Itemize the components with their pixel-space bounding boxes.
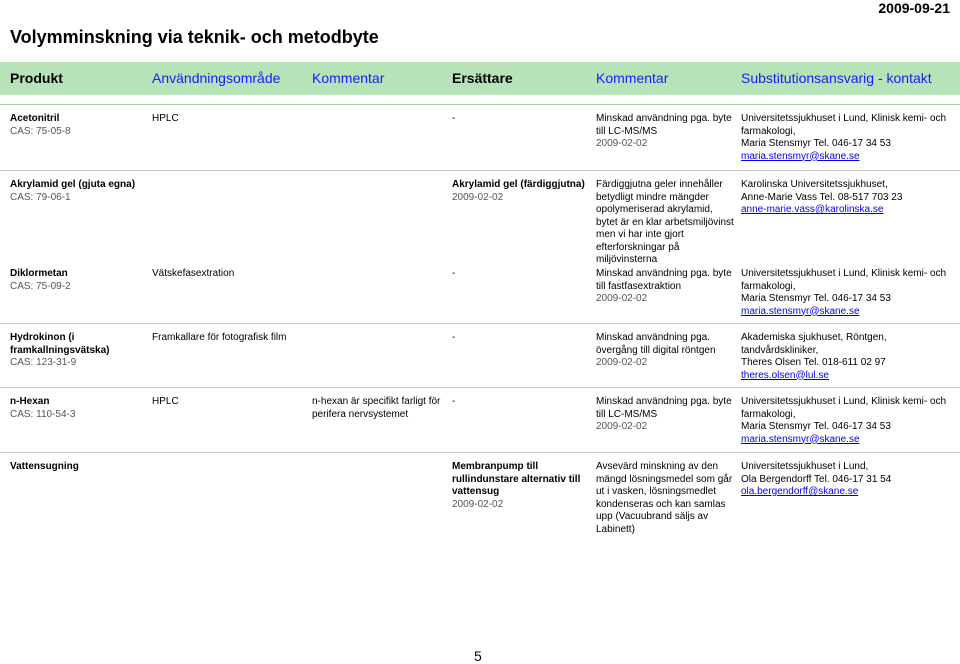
contact-email-link[interactable]: maria.stensmyr@skane.se: [741, 305, 860, 317]
product-cell: [10, 179, 150, 204]
product-name: Vattensugning: [10, 461, 79, 472]
comment-date: 2009-02-02: [596, 357, 648, 368]
contact-line: Theres Olsen Tel. 018-611 02 97: [741, 357, 886, 368]
row-divider: [0, 323, 960, 324]
contact-email-link[interactable]: ola.bergendorff@skane.se: [741, 486, 859, 497]
comment-date: 2009-02-02: [596, 138, 648, 149]
contact-line: Maria Stensmyr Tel. 046-17 34 53: [741, 421, 891, 432]
comment-line: ut i vasken, lösningsmedlet: [596, 486, 717, 497]
replacement-name: Akrylamid gel (färdiggjutna): [452, 179, 585, 190]
comment-line: Färdiggjutna geler innehåller: [596, 179, 723, 190]
row-divider: [0, 170, 960, 171]
usage-cell: HPLC: [152, 113, 179, 124]
row-divider: [0, 387, 960, 388]
product-cell: [10, 396, 145, 421]
product-cell: [10, 113, 145, 138]
contact-email-link[interactable]: theres.olsen@lul.se: [741, 369, 829, 381]
contact-line: Universitetssjukhuset i Lund, Klinisk kemi- och: [741, 113, 947, 124]
comment-cell: [596, 396, 736, 434]
contact-line: Universitetssjukhuset i Lund,: [741, 461, 869, 472]
column-header-kommentar-2: Kommentar: [596, 70, 669, 86]
comment-line: upp (Vacuubrand säljs av: [596, 511, 709, 522]
comment-line: men vi har inte gjort: [596, 229, 684, 240]
risk-comment-cell: n-hexan är specifikt farligt för perifera nervsystemet: [312, 396, 441, 420]
replacement-cell: [452, 179, 592, 204]
usage-cell: HPLC: [152, 396, 179, 407]
replacement-cell: [452, 461, 587, 511]
comment-cell: [596, 268, 736, 306]
replacement-date: 2009-02-02: [452, 191, 504, 203]
replacement-cell: -: [452, 332, 456, 343]
comment-line: Minskad användning pga. byte: [596, 396, 732, 407]
comment-line: till LC-MS/MS: [596, 408, 658, 420]
product-name: Hydrokinon (i framkallningsvätska): [10, 332, 110, 356]
product-cell: [10, 461, 145, 474]
cas-number: CAS: 123-31-9: [10, 357, 77, 368]
header-divider: [0, 104, 960, 105]
contact-line: Anne-Marie Vass Tel. 08-517 703 23: [741, 191, 903, 203]
column-header-anvandningsomrade: Användningsområde: [152, 70, 281, 86]
contact-line: Universitetssjukhuset i Lund, Klinisk kemi- och: [741, 396, 947, 407]
replacement-cell: -: [452, 268, 456, 279]
product-name: n-Hexan: [10, 396, 50, 407]
comment-cell: [596, 461, 736, 536]
document-date: 2009-09-21: [878, 0, 950, 16]
replacement-date: 2009-02-02: [452, 498, 504, 510]
contact-cell: [741, 179, 956, 217]
contact-line: Akademiska sjukhuset, Röntgen,: [741, 332, 887, 343]
contact-line: farmakologi,: [741, 125, 796, 137]
comment-line: övergång till digital röntgen: [596, 344, 716, 356]
comment-line: Minskad användning pga.: [596, 332, 710, 343]
usage-cell: Framkallare för fotografisk film: [152, 332, 287, 343]
contact-line: farmakologi,: [741, 408, 796, 420]
contact-cell: [741, 332, 956, 382]
contact-email-link[interactable]: maria.stensmyr@skane.se: [741, 150, 860, 162]
comment-line: mängd lösningsmedel som går: [596, 473, 733, 485]
cas-number: CAS: 75-09-2: [10, 280, 71, 292]
comment-line: opolymeriserad akrylamid,: [596, 204, 713, 215]
replacement-cell: -: [452, 396, 456, 407]
contact-email-link[interactable]: maria.stensmyr@skane.se: [741, 433, 860, 445]
replacement-name: Membranpump till rullindunstare alternativ till vattensug: [452, 461, 581, 497]
contact-cell: [741, 396, 956, 446]
page-title: Volymminskning via teknik- och metodbyte: [10, 27, 379, 47]
comment-line: bytet är en klar arbetsmiljövinst: [596, 216, 734, 228]
cas-number: CAS: 75-05-8: [10, 125, 71, 137]
comment-cell: [596, 179, 736, 267]
comment-line: till fastfasextraktion: [596, 280, 682, 292]
comment-line: till LC-MS/MS: [596, 125, 658, 137]
column-header-kommentar: Kommentar: [312, 70, 385, 86]
product-cell: [10, 332, 132, 370]
replacement-cell: -: [452, 113, 456, 124]
cas-number: CAS: 110-54-3: [10, 408, 76, 420]
column-header-kontakt: Substitutionsansvarig - kontakt: [741, 70, 932, 86]
product-cell: [10, 268, 145, 293]
comment-cell: [596, 332, 736, 370]
contact-line: Karolinska Universitetssjukhuset,: [741, 179, 888, 190]
contact-cell: [741, 113, 956, 163]
row-divider: [0, 452, 960, 453]
comment-line: betydligt mindre mängder: [596, 191, 709, 203]
comment-line: Labinett): [596, 523, 635, 535]
comment-date: 2009-02-02: [596, 421, 648, 432]
comment-line: efterforskningar på: [596, 241, 680, 253]
page-number: 5: [474, 648, 482, 664]
product-name: Akrylamid gel (gjuta egna): [10, 179, 136, 190]
comment-date: 2009-02-02: [596, 293, 648, 304]
comment-line: miljövinsterna: [596, 254, 658, 265]
contact-line: Universitetssjukhuset i Lund, Klinisk kemi- och: [741, 268, 947, 279]
contact-line: Maria Stensmyr Tel. 046-17 34 53: [741, 138, 891, 149]
contact-line: Maria Stensmyr Tel. 046-17 34 53: [741, 293, 891, 304]
comment-line: kondenseras och kan samlas: [596, 498, 726, 510]
contact-line: Ola Bergendorff Tel. 046-17 31 54: [741, 473, 892, 485]
contact-cell: [741, 461, 956, 499]
contact-line: farmakologi,: [741, 280, 796, 292]
product-name: Acetonitril: [10, 113, 60, 124]
comment-line: Minskad användning pga. byte: [596, 113, 732, 124]
table-header: [0, 62, 960, 95]
cas-number: CAS: 79-06-1: [10, 191, 71, 203]
column-header-ersattare: Ersättare: [452, 70, 513, 86]
contact-cell: [741, 268, 956, 318]
contact-email-link[interactable]: anne-marie.vass@karolinska.se: [741, 204, 884, 215]
product-name: Diklormetan: [10, 268, 68, 279]
column-header-produkt: Produkt: [10, 70, 63, 86]
comment-cell: [596, 113, 736, 151]
contact-line: tandvårdskliniker,: [741, 344, 819, 356]
comment-line: Minskad användning pga. byte: [596, 268, 732, 279]
comment-line: Avsevärd minskning av den: [596, 461, 719, 472]
usage-cell: Vätskefasextration: [152, 268, 235, 279]
